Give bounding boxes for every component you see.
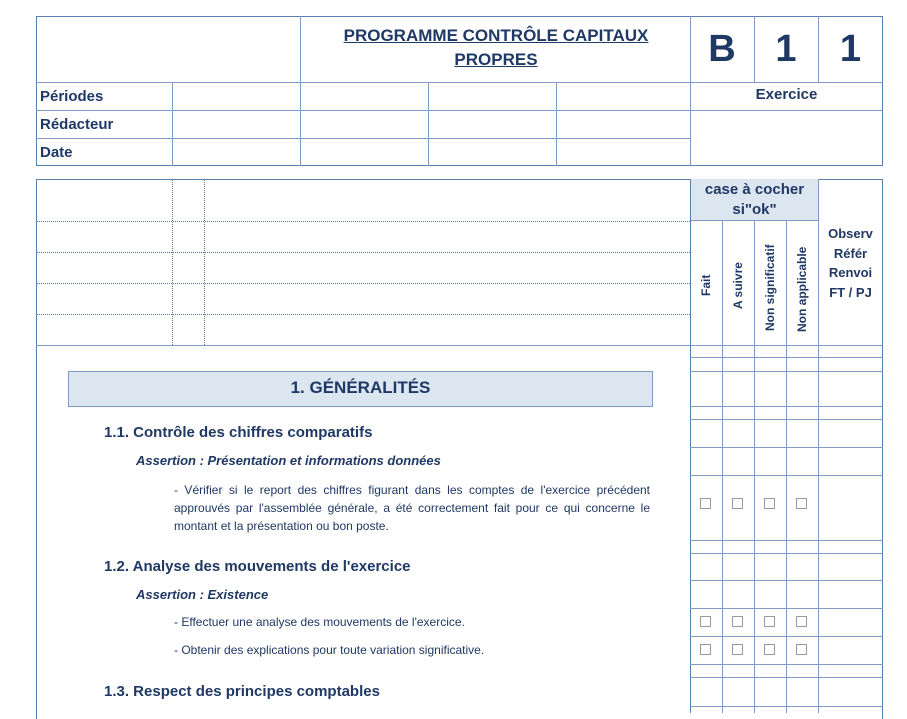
subsection-1-2-title: 1.2. Analyse des mouvements de l'exercice [104,558,411,575]
col-divider [722,221,723,713]
date-field-4[interactable] [557,139,689,165]
col-divider [786,221,787,713]
row-line [690,357,883,358]
subsection-1-1-assertion: Assertion : Présentation et informations données [136,453,441,468]
date-label: Date [40,143,73,161]
periodes-label: Périodes [40,87,104,105]
col-header-non-significatif: Non significatif [763,244,777,331]
observ-line-3: Renvoi [828,265,873,280]
row-line [690,406,883,407]
row-line [690,677,883,678]
subsection-1-1-title: 1.1. Contrôle des chiffres comparatifs [104,424,373,441]
date-field-2[interactable] [301,139,427,165]
page-title: PROGRAMME CONTRÔLE CAPITAUX PROPRES [343,26,649,69]
row-line [690,553,883,554]
subsection-1-1-text: - Vérifier si le report des chiffres figurant dans les comptes de l'exercice précédent approuvés par l'assemblée générale, a été correctement fait pour ce qui concerne le montant et la présentation ou bon poste. [174,483,650,533]
periodes-field-4[interactable] [557,83,689,109]
check-header-title: case à cocher si"ok" [704,181,805,218]
periodes-field-3[interactable] [429,83,555,109]
code-letter: B [708,27,736,70]
dotted-row [36,221,690,222]
checkbox-fait[interactable] [700,498,711,509]
main-table [36,179,883,719]
checkbox-a-suivre[interactable] [732,498,743,509]
row-line [690,447,883,448]
observ-header [819,224,882,302]
col-divider [754,221,755,713]
observ-line-4: FT / PJ [829,284,872,300]
periodes-field-2[interactable] [301,83,427,109]
redacteur-field-2[interactable] [301,111,427,137]
col-header-non-applicable: Non applicable [795,246,809,332]
row-line [690,580,883,581]
row-line [690,664,883,665]
row-line [690,371,883,372]
col-header-fait: Fait [699,274,713,296]
checkbox-non-significatif[interactable] [764,498,775,509]
checkbox-non-significatif[interactable] [764,616,775,627]
exercice-label: Exercice [755,86,818,103]
observ-line-2: Référ [833,245,868,261]
checkbox-non-applicable[interactable] [796,616,807,627]
dotted-col [204,179,205,345]
subsection-1-2-assertion: Assertion : Existence [136,587,269,602]
checkbox-a-suivre[interactable] [732,616,743,627]
date-field-3[interactable] [429,139,555,165]
checkbox-non-significatif[interactable] [764,644,775,655]
section-1-title: 1. GÉNÉRALITÉS [290,378,431,397]
row-line [690,706,883,707]
col-divider [690,179,691,713]
redacteur-label: Rédacteur [40,115,114,133]
row-line [690,608,883,609]
header-bottom [36,345,883,346]
row-line [690,475,883,476]
subsection-1-2-item-2: - Obtenir des explications pour toute variation significative. [174,643,485,657]
checkbox-fait[interactable] [700,616,711,627]
row-line [690,636,883,637]
periodes-field-1[interactable] [173,83,299,109]
subsection-1-3-title: 1.3. Respect des principes comptables [104,683,380,700]
redacteur-field-1[interactable] [173,111,299,137]
date-field-1[interactable] [173,139,299,165]
redacteur-field-3[interactable] [429,111,555,137]
checkbox-a-suivre[interactable] [732,644,743,655]
redacteur-field-4[interactable] [557,111,689,137]
col-header-a-suivre: A suivre [731,262,745,309]
code-number-2: 1 [839,27,862,70]
checkbox-non-applicable[interactable] [796,644,807,655]
dotted-row [36,314,690,315]
dotted-col [172,179,173,345]
code-number-1: 1 [775,27,797,70]
dotted-row [36,252,690,253]
checkbox-fait[interactable] [700,644,711,655]
row-line [690,540,883,541]
dotted-row [36,283,690,284]
row-line [690,419,883,420]
subsection-1-2-item-1: - Effectuer une analyse des mouvements de l'exercice. [174,615,465,629]
checkbox-non-applicable[interactable] [796,498,807,509]
observ-line-1: Observ [828,226,873,241]
exercice-field[interactable] [691,111,882,165]
